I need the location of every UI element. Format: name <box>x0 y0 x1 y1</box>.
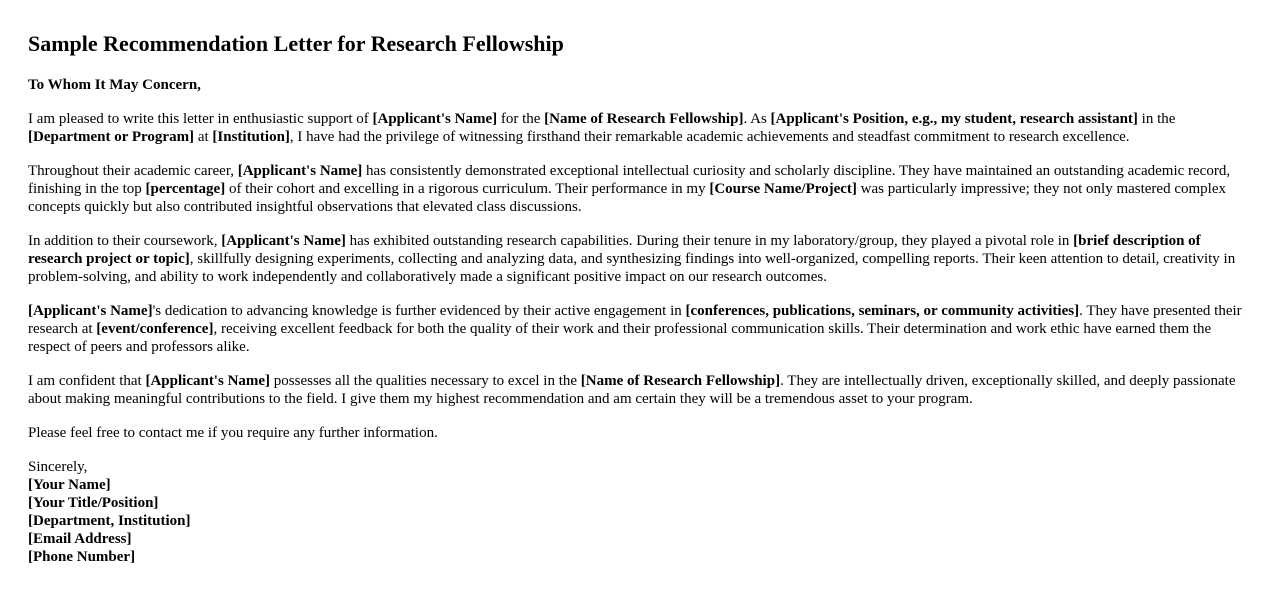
placeholder-field: [Name of Research Fellowship] <box>544 111 744 127</box>
paragraph-text: I am pleased to write this letter in enthusiastic support of <box>28 111 373 127</box>
placeholder-field: [conferences, publications, seminars, or community activities] <box>685 303 1080 319</box>
paragraph-text: has exhibited outstanding research capabilities. During their tenure in my laboratory/group, they played a pivotal role in <box>345 233 1074 249</box>
placeholder-field: [Applicant's Name] <box>145 373 271 389</box>
signature-name: [Your Name] <box>28 477 111 493</box>
placeholder-field: [event/conference] <box>96 321 214 337</box>
signature-title: [Your Title/Position] <box>28 495 159 511</box>
paragraph-text: in the <box>1137 111 1176 127</box>
paragraph-text: 's dedication to advancing knowledge is further evidenced by their active engagement in <box>152 303 686 319</box>
placeholder-field: [Applicant's Name] <box>237 163 363 179</box>
placeholder-field: [Name of Research Fellowship] <box>580 373 781 389</box>
paragraph-text: . They are intellectually driven, exceptionally skilled, and deeply passionate about making meaningful contributions to the field. I give them my highest recommendation and am certain they will be a tremendous asset to your program. <box>28 373 1236 407</box>
placeholder-field: [brief description of research project or topic] <box>28 233 1201 267</box>
paragraph <box>28 424 1250 442</box>
letter-body <box>28 110 1250 442</box>
paragraph-text: has consistently demonstrated exceptional intellectual curiosity and scholarly discipline. They have maintained an outstanding academic record, finishing in the top <box>28 163 1231 197</box>
page-title: Sample Recommendation Letter for Research Fellowship <box>28 31 564 56</box>
paragraph-text: , receiving excellent feedback for both the quality of their work and their professional communication skills. Their determination and work ethic have earned them the respect of peers and professors alike. <box>28 321 1212 355</box>
paragraph-text: . They have presented their research at <box>28 303 1242 337</box>
paragraph-text: Throughout their academic career, <box>28 163 238 179</box>
paragraph <box>28 110 1250 146</box>
paragraph-text: , I have had the privilege of witnessing firsthand their remarkable academic achievements and steadfast commitment to research excellence. <box>289 129 1130 145</box>
greeting: To Whom It May Concern, <box>28 77 201 93</box>
paragraph-text: possesses all the qualities necessary to excel in the <box>270 373 581 389</box>
paragraph <box>28 372 1250 408</box>
paragraph-text: was particularly impressive; they not only mastered complex concepts quickly but also contributed insightful observations that elevated class discussions. <box>28 181 1226 215</box>
placeholder-field: [percentage] <box>145 181 226 197</box>
placeholder-field: [Department or Program] <box>28 129 195 145</box>
paragraph-text: , skillfully designing experiments, collecting and analyzing data, and synthesizing findings into well-organized, compelling reports. Their keen attention to detail, creativity in problem-solving, and ability to work independently and collaboratively made a significant positive impact on our research outcomes. <box>28 251 1236 285</box>
closing: Sincerely, <box>28 459 88 475</box>
placeholder-field: [Course Name/Project] <box>709 181 857 197</box>
paragraph-text: . As <box>743 111 771 127</box>
paragraph-text: Please feel free to contact me if you require any further information. <box>28 425 438 441</box>
paragraph <box>28 162 1250 216</box>
paragraph-text: at <box>194 129 213 145</box>
paragraph-text: for the <box>497 111 545 127</box>
paragraph <box>28 232 1250 286</box>
paragraph-text: of their cohort and excelling in a rigorous curriculum. Their performance in my <box>225 181 710 197</box>
placeholder-field: [Institution] <box>212 129 290 145</box>
paragraph-text: In addition to their coursework, <box>28 233 222 249</box>
placeholder-field: [Applicant's Name] <box>28 303 153 319</box>
signature-phone: [Phone Number] <box>28 549 136 565</box>
signature-email: [Email Address] <box>28 531 132 547</box>
signature-department: [Department, Institution] <box>28 513 191 529</box>
placeholder-field: [Applicant's Position, e.g., my student, research assistant] <box>770 111 1138 127</box>
placeholder-field: [Applicant's Name] <box>372 111 498 127</box>
paragraph-text: I am confident that <box>28 373 146 389</box>
paragraph <box>28 302 1250 356</box>
signature-block <box>28 458 1250 566</box>
placeholder-field: [Applicant's Name] <box>221 233 346 249</box>
